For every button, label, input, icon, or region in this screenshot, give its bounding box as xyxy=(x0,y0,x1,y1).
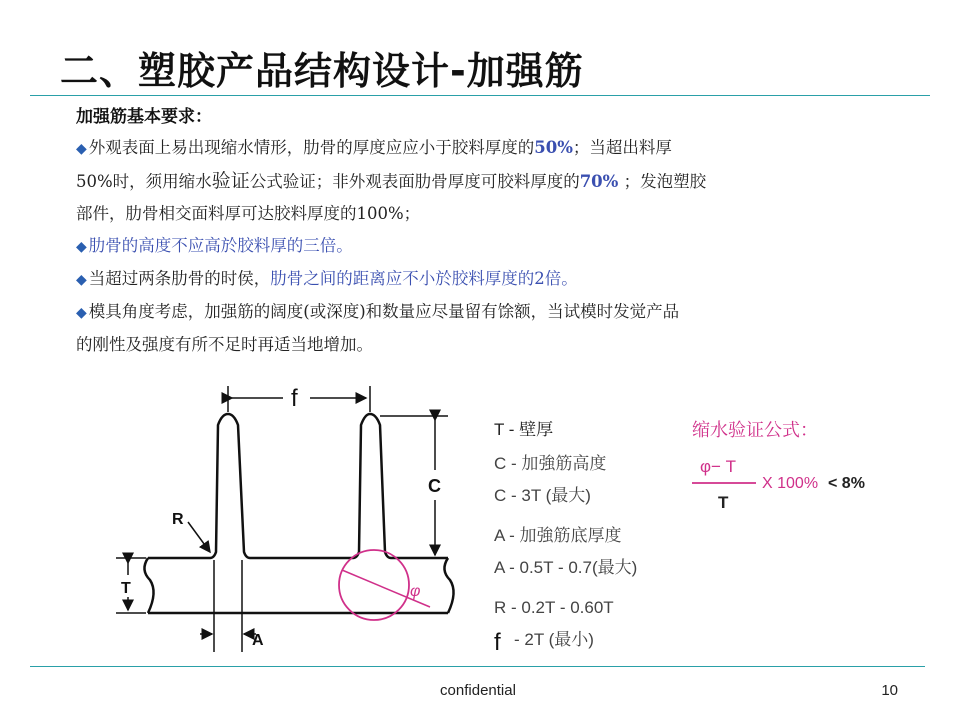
legend-line-2: C - 加強筋高度 xyxy=(494,454,607,473)
para1-line2: 50%时，须用缩水验证公式验证；非外观表面肋骨厚度可胶料厚度的70% ；发泡塑胶 xyxy=(76,170,707,192)
footer-confidential: confidential xyxy=(440,682,516,699)
inscribed-circle xyxy=(339,550,409,620)
formula-result: < 8% xyxy=(828,475,865,492)
label-t: T xyxy=(121,580,131,597)
formula-denominator: T xyxy=(718,493,729,512)
legend-f-letter: f xyxy=(494,629,501,656)
diamond-icon: ◆ xyxy=(76,305,87,321)
para4-line1: ◆ 模具角度考虑，加强筋的阔度(或深度)和数量应尽量留有馀额，当试模时发觉产品 xyxy=(76,302,680,321)
legend-line-1: T - 壁厚 xyxy=(494,420,554,439)
legend-line-4: A - 加強筋底厚度 xyxy=(494,526,622,545)
page-title: 二、塑胶产品结构设计-加强筋 xyxy=(60,49,584,93)
para1-line3: 部件，肋骨相交面料厚可达胶料厚度的100%； xyxy=(76,204,421,223)
label-phi: φ xyxy=(410,583,421,600)
legend-line-5: A - 0.5T - 0.7(最大) xyxy=(494,558,638,577)
formula-numerator: φ− T xyxy=(700,457,737,476)
dimension-a xyxy=(200,560,256,652)
label-a: A xyxy=(252,632,264,649)
page-number: 10 xyxy=(881,682,898,699)
value-50: 50% xyxy=(534,138,573,157)
formula-title: 缩水验证公式： xyxy=(692,420,818,440)
label-c: C xyxy=(428,476,441,496)
section-subtitle: 加强筋基本要求： xyxy=(76,107,212,127)
legend-line-3: C - 3T (最大) xyxy=(494,486,591,505)
diamond-icon: ◆ xyxy=(76,239,87,255)
diamond-icon: ◆ xyxy=(76,141,87,157)
legend-line-6: R - 0.2T - 0.60T xyxy=(494,598,614,617)
para4-line2: 的刚性及强度有所不足时再适当地增加。 xyxy=(76,335,373,354)
dimension-f xyxy=(228,386,370,412)
legend-line-7: - 2T (最小) xyxy=(514,630,594,649)
diamond-icon: ◆ xyxy=(76,272,87,288)
plate-shape xyxy=(144,414,453,613)
footer-divider xyxy=(30,666,925,667)
para3: ◆ 当超过两条肋骨的时侯，肋骨之间的距离应不小於胶料厚度的2倍。 xyxy=(76,269,578,288)
formula-times: X 100% xyxy=(762,475,819,492)
label-f: f xyxy=(291,385,298,412)
value-70: 70% xyxy=(579,172,619,191)
label-r: R xyxy=(172,511,184,528)
para2: ◆ 肋骨的高度不应高於胶料厚的三倍。 xyxy=(76,236,353,255)
para1-line1: ◆ 外观表面上易出现缩水情形，肋骨的厚度应应小于胶料厚度的50%；当超出料厚 xyxy=(76,138,672,157)
